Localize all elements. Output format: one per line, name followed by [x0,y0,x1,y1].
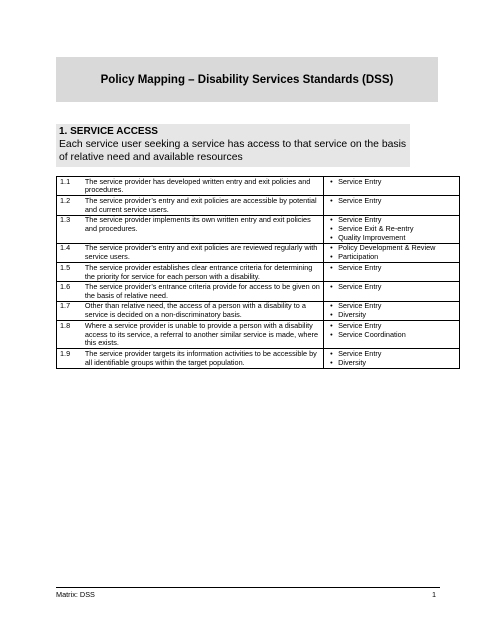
policy-list [329,302,456,320]
policy-list [329,264,456,273]
policy-item: • Service Entry [329,197,456,206]
standard-description: The service provider establishes clear entrance criteria for determining the priority for service for each person with a disability. [83,263,324,282]
standard-number: 1.2 [57,196,83,215]
policy-list [329,322,456,340]
policy-mapping-cell [324,243,460,262]
policy-mapping-cell [324,177,460,196]
policy-item: • Service Entry [329,178,456,187]
table-row [57,263,460,282]
policy-item: • Service Entry [329,322,456,331]
title-banner [56,57,438,102]
policy-item: • Diversity [329,359,456,368]
policy-item: • Service Coordination [329,331,456,340]
policy-mapping-cell [324,263,460,282]
page-number: 1 [432,590,437,599]
standard-description: The service provider targets its information activities to be accessible by all identifiable groups within the target population. [83,349,324,368]
policy-item: • Service Entry [329,350,456,359]
table-row [57,282,460,301]
standard-number: 1.8 [57,321,83,349]
section-header [56,124,410,167]
footer-label: Matrix: DSS [56,590,95,599]
policy-item: • Quality Improvement [329,234,456,243]
standard-number: 1.5 [57,263,83,282]
standard-number: 1.1 [57,177,83,196]
policy-item: • Participation [329,253,456,262]
policy-item: • Service Entry [329,216,456,225]
table-body [57,177,460,369]
standard-description: The service provider’s entrance criteria provide for access to be given on the basis of relative need. [83,282,324,301]
standard-description: Other than relative need, the access of a person with a disability to a service is decided on a non-discriminatory basis. [83,301,324,320]
policy-item: • Service Entry [329,302,456,311]
standard-number: 1.4 [57,243,83,262]
policy-list [329,178,456,187]
policy-mapping-cell [324,196,460,215]
table-row [57,321,460,349]
policy-list [329,350,456,368]
page-title: Policy Mapping – Disability Services Standards (DSS) [100,73,394,86]
table-row [57,196,460,215]
standard-number: 1.7 [57,301,83,320]
policy-item: • Service Exit & Re-entry [329,225,456,234]
policy-list [329,197,456,206]
policy-list [329,216,456,243]
standard-description: The service provider’s entry and exit policies are reviewed regularly with service users. [83,243,324,262]
standard-number: 1.3 [57,215,83,243]
standard-number: 1.6 [57,282,83,301]
standard-description: The service provider’s entry and exit policies are accessible by potential and current service users. [83,196,324,215]
table-row [57,177,460,196]
policy-mapping-cell [324,215,460,243]
policy-mapping-cell [324,349,460,368]
table-row [57,215,460,243]
table-row [57,301,460,320]
footer-divider [56,587,440,588]
standards-mapping-table [56,176,460,369]
policy-mapping-cell [324,282,460,301]
policy-item: • Policy Development & Review [329,244,456,253]
standard-description: Where a service provider is unable to provide a person with a disability access to its service, a referral to another similar service is made, where this exists. [83,321,324,349]
standard-description: The service provider implements its own written entry and exit policies and procedures. [83,215,324,243]
policy-item: • Diversity [329,311,456,320]
standard-number: 1.9 [57,349,83,368]
policy-mapping-cell [324,301,460,320]
table-row [57,243,460,262]
table-row [57,349,460,368]
policy-item: • Service Entry [329,283,456,292]
policy-item: • Service Entry [329,264,456,273]
standard-description: The service provider has developed written entry and exit policies and procedures. [83,177,324,196]
policy-list [329,244,456,262]
policy-list [329,283,456,292]
section-description: Each service user seeking a service has access to that service on the basis of relative need and available resources [59,139,407,163]
section-heading: 1. SERVICE ACCESS [59,126,158,137]
policy-mapping-cell [324,321,460,349]
